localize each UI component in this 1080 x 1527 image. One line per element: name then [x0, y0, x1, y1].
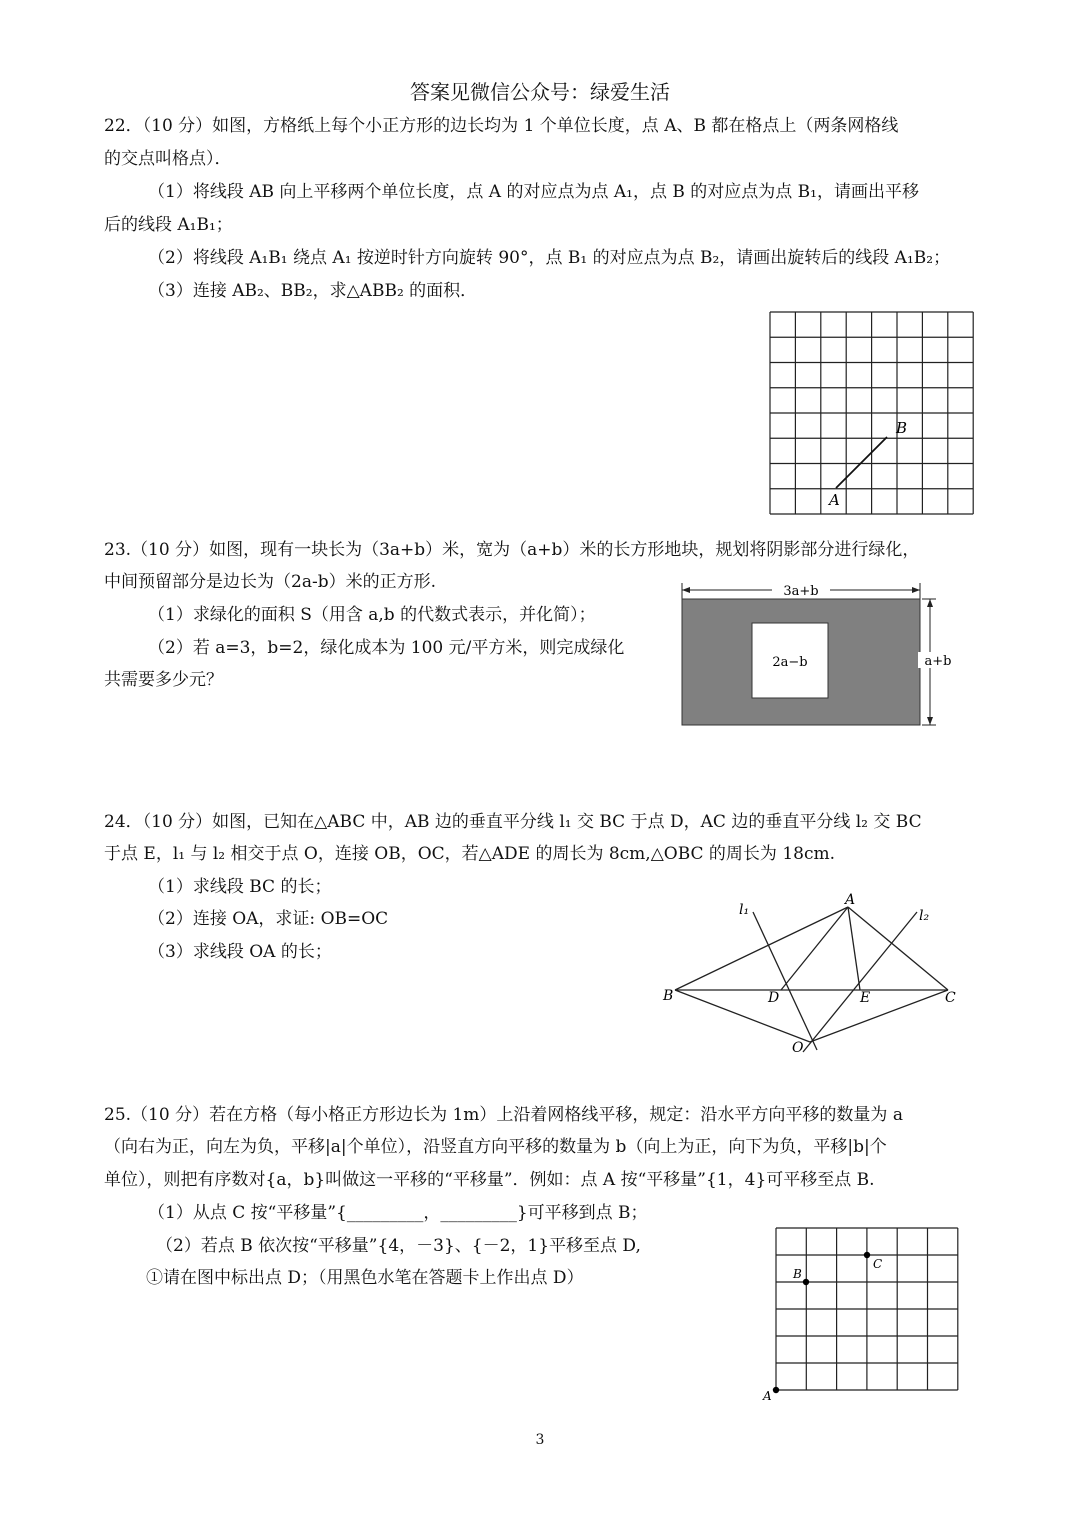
- q25-line-1: 25.（10 分）若在方格（每小格正方形边长为 1m）上沿着网格线平移，规定：沿水平方向平移的数量为 a: [104, 1105, 903, 1125]
- segment-ad: [781, 907, 848, 990]
- q24-line-1: 24．（10 分）如图，已知在△ABC 中，AB 边的垂直平分线 l₁ 交 BC 于点 D，AC 边的垂直平分线 l₂ 交 BC: [104, 812, 922, 832]
- square-label: 2a−b: [772, 655, 808, 670]
- q25-line-2: （向右为正，向左为负，平移|a|个单位），沿竖直方向平移的数量为 b（向上为正，向下为负，平移|b|个: [104, 1137, 887, 1157]
- label-o: O: [792, 1040, 804, 1056]
- label-a: A: [763, 1389, 772, 1403]
- label-c: C: [873, 1257, 883, 1271]
- q23-line-4: （2）若 a=3，b=2，绿化成本为 100 元/平方米，则完成绿化: [148, 638, 625, 658]
- q22-line-6: （3）连接 AB₂、BB₂，求△ABB₂ 的面积．: [148, 281, 478, 301]
- line-l2: [803, 912, 917, 1052]
- q24-line-3: （1）求线段 BC 的长；: [148, 877, 332, 897]
- page-header: 答案见微信公众号：绿爱生活: [410, 80, 670, 104]
- q22-line-5: （2）将线段 A₁B₁ 绕点 A₁ 按逆时针方向旋转 90°，点 B₁ 的对应点为点 B₂，请画出旋转后的线段 A₁B₂；: [148, 248, 951, 268]
- label-a: A: [829, 491, 840, 509]
- line-l1: [753, 912, 817, 1050]
- point-c: [864, 1252, 870, 1258]
- segment-ae: [848, 907, 860, 990]
- label-d: D: [768, 990, 780, 1006]
- q24-line-5: （3）求线段 OA 的长；: [148, 942, 332, 962]
- label-c: C: [945, 990, 956, 1006]
- segment-ob: [675, 990, 810, 1042]
- side-ab: [675, 907, 848, 990]
- width-label: 3a+b: [783, 584, 819, 599]
- q24-line-2: 于点 E，l₁ 与 l₂ 相交于点 O，连接 OB，OC，若△ADE 的周长为 8cm,△OBC 的周长为 18cm.: [104, 844, 836, 864]
- q25-line-6: ①请在图中标出点 D；（用黑色水笔在答题卡上作出点 D）: [146, 1268, 584, 1288]
- height-label: a+b: [924, 654, 952, 669]
- q23-line-5: 共需要多少元？: [104, 670, 223, 690]
- label-b: B: [793, 1267, 802, 1281]
- segment-ab: [836, 437, 887, 488]
- q22-line-2: 的交点叫格点）．: [104, 149, 232, 169]
- page-number: 3: [535, 1432, 545, 1448]
- label-e: E: [860, 990, 871, 1006]
- q25-line-5: （2）若点 B 依次按“平移量”{4，－3}、{－2，1}平移至点 D,: [156, 1236, 641, 1256]
- point-a: [773, 1387, 779, 1393]
- label-l1: l₁: [739, 902, 750, 918]
- q22-line-1: 22．（10 分）如图，方格纸上每个小正方形的边长均为 1 个单位长度，点 A、B 都在格点上（两条网格线: [104, 116, 899, 136]
- label-a: A: [845, 892, 856, 908]
- q25-grid-figure: [758, 1220, 970, 1405]
- q23-line-1: 23.（10 分）如图，现有一块长为（3a+b）米，宽为（a+b）米的长方形地块，规划将阴影部分进行绿化，: [104, 540, 920, 560]
- q22-line-4: 后的线段 A₁B₁；: [104, 215, 233, 235]
- q23-line-3: （1）求绿化的面积 S（用含 a,b 的代数式表示，并化简）；: [148, 605, 596, 625]
- q24-triangle-figure: [655, 890, 975, 1060]
- label-b: B: [663, 988, 674, 1004]
- q23-line-2: 中间预留部分是边长为（2a-b）米的正方形.: [104, 572, 436, 592]
- q23-rectangle-figure: [672, 575, 967, 735]
- q24-line-4: （2）连接 OA，求证: OB=OC: [148, 909, 389, 929]
- label-b: B: [896, 419, 908, 437]
- q22-line-3: （1）将线段 AB 向上平移两个单位长度，点 A 的对应点为点 A₁，点 B 的对应点为点 B₁，请画出平移: [148, 182, 919, 202]
- q22-grid-figure: [760, 305, 985, 520]
- point-b: [803, 1279, 809, 1285]
- q25-line-3: 单位），则把有序数对{a，b}叫做这一平移的“平移量”．例如：点 A 按“平移量”{1，4}可平移至点 B.: [104, 1170, 875, 1190]
- q25-line-4: （1）从点 C 按“平移量”{_________，_________}可平移到点 B；: [148, 1203, 648, 1223]
- segment-oc: [810, 990, 948, 1042]
- label-l2: l₂: [919, 908, 930, 924]
